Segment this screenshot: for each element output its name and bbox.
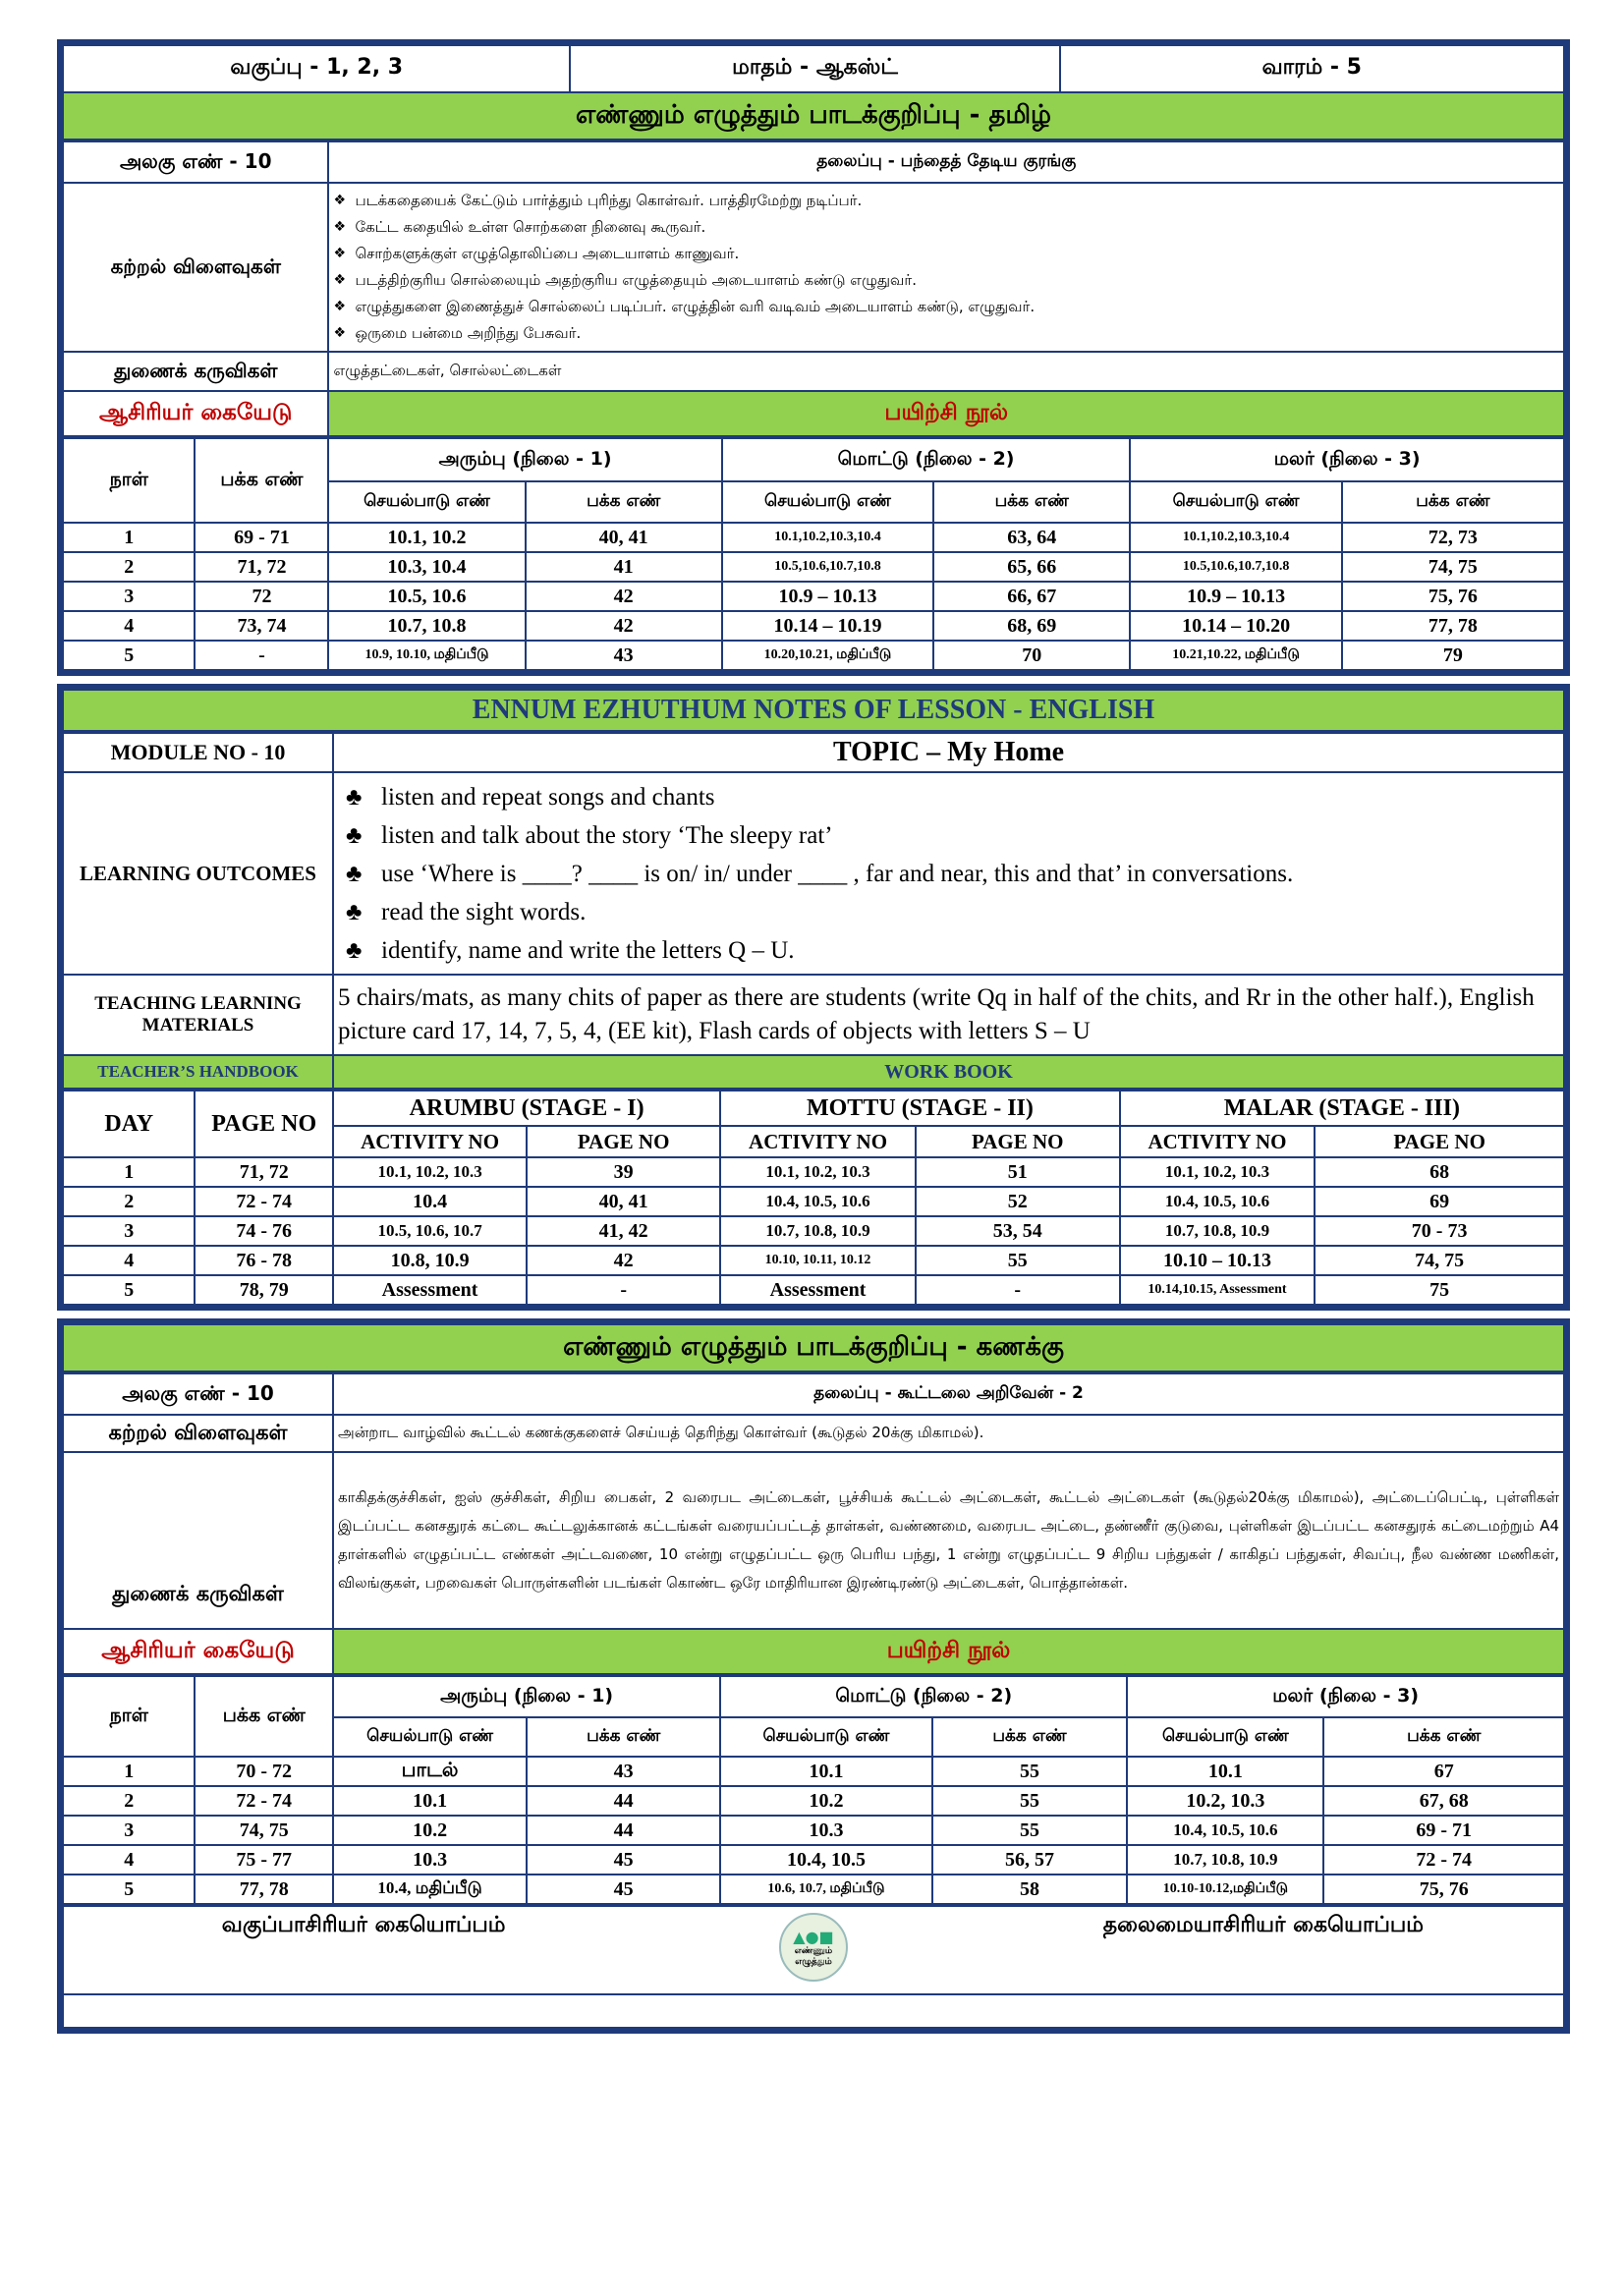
table-row [63,1246,1564,1275]
table-cell: 10.5, 10.6 [328,582,525,611]
table-cell: 10.14 – 10.19 [722,611,933,641]
table-cell: 10.1, 10.2 [328,523,525,552]
english-section [57,684,1570,1311]
table-cell: 3 [63,582,195,611]
table-cell: 72 [195,582,328,611]
table-cell: 10.7, 10.8, 10.9 [720,1216,916,1246]
table-cell: 10.7, 10.8, 10.9 [1120,1216,1316,1246]
table-cell: 1 [63,523,195,552]
outcome-item: ❖ ஒருமை பன்மை அறிந்து பேசுவர். [333,320,1559,347]
table-cell: 67, 68 [1323,1786,1564,1816]
table-cell: 55 [932,1786,1128,1816]
outcome-item: ❖ படக்கதையைக் கேட்டும் பார்த்தும் புரிந்து கொள்வர். பாத்திரமேற்று நடிப்பர். [333,188,1559,214]
table-cell: 10.2, 10.3 [1127,1786,1323,1816]
materials: 5 chairs/mats, as many chits of paper as there are students (write Qq in half of the chits, and Rr in the other half.), English picture card 17, 14, 7, 5, 4, (EE kit), Flash cards of objects with letters S – U [333,975,1564,1055]
page-no-header: பக்க எண் [932,1717,1128,1757]
page-no-header: பக்க எண் [527,1717,720,1757]
table-cell: பாடல் [333,1757,527,1786]
table-cell: 44 [527,1816,720,1845]
table-cell: 52 [916,1187,1120,1216]
table-cell: 10.4, 10.5, 10.6 [1120,1187,1316,1216]
workbook-label: WORK BOOK [333,1055,1564,1089]
table-cell: 75 [1315,1275,1564,1305]
tamil-section [57,39,1570,676]
table-cell: - [527,1275,720,1305]
topic: TOPIC – My Home [333,733,1564,772]
table-cell: 1 [63,1157,195,1187]
table-cell: 45 [527,1845,720,1875]
table-row [63,552,1564,582]
table-cell: 10.1, 10.2, 10.3 [720,1157,916,1187]
class-label: வகுப்பு - 1, 2, 3 [63,45,570,92]
stage1-label: அரும்பு (நிலை - 1) [328,438,721,481]
page-label: பக்க எண் [195,438,328,523]
table-cell: 10.4, மதிப்பீடு [333,1875,527,1904]
activity-no-header: செயல்பாடு எண் [333,1717,527,1757]
table-cell: 72 - 74 [195,1786,333,1816]
table-cell: 72 - 74 [1323,1845,1564,1875]
table-cell: 77, 78 [1342,611,1564,641]
table-cell: 10.1, 10.2, 10.3 [333,1157,527,1187]
outcomes-text: அன்றாட வாழ்வில் கூட்டல் கணக்குகளைச் செய்யத் தெரிந்து கொள்வர் (கூடுதல் 20க்கு மிகாமல்). [333,1415,1564,1452]
table-cell: 10.1 [1127,1757,1323,1786]
table-cell: 69 - 71 [1323,1816,1564,1845]
table-cell: 40, 41 [526,523,722,552]
day-label: DAY [63,1091,195,1157]
page-no-header: பக்க எண் [1342,481,1564,523]
activity-no-header: செயல்பாடு எண் [1130,481,1341,523]
table-cell: 10.4, 10.5 [720,1845,931,1875]
table-cell: 70 [933,641,1130,670]
table-cell: 5 [63,641,195,670]
table-cell: 55 [932,1757,1128,1786]
footer-blank-row [63,1994,1564,2028]
table-cell: 75, 76 [1342,582,1564,611]
table-row [63,1216,1564,1246]
table-cell: 73, 74 [195,611,328,641]
table-row [63,1786,1564,1816]
table-cell: 55 [916,1246,1120,1275]
table-cell: 10.7, 10.8, 10.9 [1127,1845,1323,1875]
table-cell: 1 [63,1757,195,1786]
table-row [63,1757,1564,1786]
activity-no-header: ACTIVITY NO [720,1126,916,1157]
table-cell: 78, 79 [195,1275,333,1305]
table-cell: 43 [527,1757,720,1786]
outcome-item: ♣ read the sight words. [338,893,1559,931]
table-cell: 2 [63,1786,195,1816]
materials: காகிதக்குச்சிகள், ஐஸ் குச்சிகள், சிறிய பைகள், 2 வரைபட அட்டைகள், பூச்சியக் கூட்டல் அட்டைகள், கூட்டல் அட்டைகள் (கூடுதல்20க்கு மிகாமல்), அட்டைப்பெட்டி, புள்ளிகள் இடப்பட்ட கனசதுரக் கட்டை கூட்டலுக்கானக் கட்டங்கள் வரையப்பட்டத் தாள்கள், வண்ணமை, வரைபட அட்டை, தண்ணீர் குடுவை, புள்ளிகள் இடப்பட்ட கனசதுரக் கட்டைமற்றும் A4 தாள்களில் எழுதப்பட்ட எண்கள் அட்டவணை, 10 என்று எழுதப்பட்ட ஒரு பெரிய பந்து, 1 என்று எழுதப்பட்ட 9 சிறிய பந்துகள் / காகிதப் பந்துகள், சிவப்பு, நீல வண்ண மணிகள், விலங்குகள், பறவைகள் பொருள்களின் படங்கள் கொண்ட ஒரே மாதிரியான இரண்டிரண்டு அட்டைகள், பொத்தான்கள். [333,1452,1564,1629]
outcomes-cell [333,772,1564,975]
table-cell: 66, 67 [933,582,1130,611]
day-label: நாள் [63,438,195,523]
table-cell: 10.6, 10.7, மதிப்பீடு [720,1875,931,1904]
day-label: நாள் [63,1676,195,1757]
outcome-item: ❖ கேட்ட கதையில் உள்ள சொற்களை நினைவு கூருவர். [333,214,1559,241]
module-label: அலகு எண் - 10 [63,1373,333,1415]
table-cell: 58 [932,1875,1128,1904]
table-cell: 72 - 74 [195,1187,333,1216]
table-cell: 68 [1315,1157,1564,1187]
table-cell: 42 [526,582,722,611]
table-cell: 75, 76 [1323,1875,1564,1904]
table-cell: 10.4, 10.5, 10.6 [720,1187,916,1216]
handbook-label: TEACHER’S HANDBOOK [63,1055,333,1089]
table-cell: 10.4 [333,1187,527,1216]
stage1-label: ARUMBU (STAGE - I) [333,1091,720,1126]
logo-icon: ▲●■ [793,1927,834,1946]
table-cell: 10.14,10.15, Assessment [1120,1275,1316,1305]
module-label: MODULE NO - 10 [63,733,333,772]
table-cell: 74, 75 [195,1816,333,1845]
outcomes-list [333,188,1559,347]
table-cell: 71, 72 [195,1157,333,1187]
table-cell: 68, 69 [933,611,1130,641]
week-label: வாரம் - 5 [1060,45,1564,92]
table-cell: 3 [63,1216,195,1246]
table-cell: 53, 54 [916,1216,1120,1246]
table-cell: 10.1,10.2,10.3,10.4 [1130,523,1341,552]
stage3-label: மலர் (நிலை - 3) [1130,438,1564,481]
outcome-item: ❖ படத்திற்குரிய சொல்லையும் அதற்குரிய எழுத்தையும் அடையாளம் கண்டு எழுதுவர். [333,267,1559,294]
stage2-label: மொட்டு (நிலை - 2) [720,1676,1127,1717]
materials-label: துணைக் கருவிகள் [63,352,328,391]
table-cell: 2 [63,1187,195,1216]
table-row [63,641,1564,670]
activity-no-header: செயல்பாடு எண் [328,481,525,523]
table-cell: 75 - 77 [195,1845,333,1875]
table-cell: 10.1 [720,1757,931,1786]
table-cell: 42 [526,611,722,641]
table-cell: 41, 42 [527,1216,720,1246]
outcome-item: ♣ identify, name and write the letters Q – U. [338,931,1559,970]
table-cell: Assessment [720,1275,916,1305]
stage1-label: அரும்பு (நிலை - 1) [333,1676,720,1717]
table-row [63,1157,1564,1187]
table-cell: 42 [527,1246,720,1275]
outcome-item: ♣ listen and talk about the story ‘The sleepy rat’ [338,816,1559,855]
table-cell: 65, 66 [933,552,1130,582]
outcome-item: ♣ listen and repeat songs and chants [338,778,1559,816]
outcome-item: ❖ எழுத்துகளை இணைத்துச் சொல்லைப் படிப்பர். எழுத்தின் வரி வடிவம் அடையாளம் கண்டு, எழுதுவர். [333,294,1559,320]
outcome-item: ❖ சொற்களுக்குள் எழுத்தொலிப்பை அடையாளம் காணுவர். [333,241,1559,267]
outcomes-cell [328,183,1564,352]
page-no-header: PAGE NO [1315,1126,1564,1157]
table-cell: 40, 41 [527,1187,720,1216]
table-cell: 2 [63,552,195,582]
table-cell: 79 [1342,641,1564,670]
workbook-label: பயிற்சி நூல் [328,391,1564,436]
table-cell: 10.3 [720,1816,931,1845]
outcomes-label: LEARNING OUTCOMES [63,772,333,975]
workbook-label: பயிற்சி நூல் [333,1629,1564,1674]
english-table-body [63,1157,1564,1305]
table-cell: 67 [1323,1757,1564,1786]
table-cell: 5 [63,1875,195,1904]
table-cell: 10.14 – 10.20 [1130,611,1341,641]
stage3-label: MALAR (STAGE - III) [1120,1091,1564,1126]
table-cell: 10.3, 10.4 [328,552,525,582]
page-label: PAGE NO [195,1091,333,1157]
table-cell: 3 [63,1816,195,1845]
table-cell: 10.5,10.6,10.7,10.8 [1130,552,1341,582]
activity-no-header: ACTIVITY NO [1120,1126,1316,1157]
lesson-plan-page [57,39,1570,2042]
logo-cell [663,1906,964,1994]
table-cell: 76 - 78 [195,1246,333,1275]
maths-section [57,1318,1570,2034]
table-cell: 70 - 72 [195,1757,333,1786]
table-cell: 10.5, 10.6, 10.7 [333,1216,527,1246]
materials-label: TEACHING LEARNING MATERIALS [63,975,333,1055]
tamil-band-title: எண்ணும் எழுத்தும் பாடக்குறிப்பு - தமிழ் [63,92,1564,140]
table-cell: 72, 73 [1342,523,1564,552]
table-row [63,582,1564,611]
month-label: மாதம் - ஆகஸ்ட் [570,45,1059,92]
table-cell: 74, 75 [1342,552,1564,582]
table-cell: - [195,641,328,670]
materials: எழுத்தட்டைகள், சொல்லட்டைகள் [328,352,1564,391]
maths-table-body [63,1757,1564,1904]
page-no-header: பக்க எண் [526,481,722,523]
class-teacher-signature: வகுப்பாசிரியர் கையொப்பம் [63,1906,663,1994]
table-cell: 4 [63,1845,195,1875]
logo-text: எண்ணும் எழுத்தும் [794,1945,833,1967]
handbook-label: ஆசிரியர் கையேடு [63,1629,333,1674]
outcomes-list [338,778,1559,970]
table-cell: 74, 75 [1315,1246,1564,1275]
page-no-header: PAGE NO [527,1126,720,1157]
table-cell: 69 - 71 [195,523,328,552]
outcomes-label: கற்றல் விளைவுகள் [63,1415,333,1452]
topic: தலைப்பு - கூட்டலை அறிவேன் - 2 [333,1373,1564,1415]
table-row [63,1187,1564,1216]
materials-label: துணைக் கருவிகள் [63,1452,333,1629]
table-cell: 10.4, 10.5, 10.6 [1127,1816,1323,1845]
page-no-header: பக்க எண் [933,481,1130,523]
table-cell: Assessment [333,1275,527,1305]
table-cell: 5 [63,1275,195,1305]
table-cell: 10.8, 10.9 [333,1246,527,1275]
table-cell: 63, 64 [933,523,1130,552]
table-cell: 39 [527,1157,720,1187]
table-cell: 41 [526,552,722,582]
stage3-label: மலர் (நிலை - 3) [1127,1676,1564,1717]
handbook-label: ஆசிரியர் கையேடு [63,391,328,436]
table-cell: 10.1, 10.2, 10.3 [1120,1157,1316,1187]
table-cell: 10.20,10.21, மதிப்பீடு [722,641,933,670]
module-label: அலகு எண் - 10 [63,141,328,183]
table-cell: 10.9 – 10.13 [722,582,933,611]
page-no-header: பக்க எண் [1323,1717,1564,1757]
table-row [63,1816,1564,1845]
headmaster-signature: தலைமையாசிரியர் கையொப்பம் [964,1906,1564,1994]
table-cell: 10.1,10.2,10.3,10.4 [722,523,933,552]
table-cell: 10.5,10.6,10.7,10.8 [722,552,933,582]
table-cell: 4 [63,611,195,641]
table-cell: 4 [63,1246,195,1275]
stage2-label: MOTTU (STAGE - II) [720,1091,1119,1126]
table-cell: 69 [1315,1187,1564,1216]
table-cell: 71, 72 [195,552,328,582]
page-label: பக்க எண் [195,1676,333,1757]
table-cell: 45 [527,1875,720,1904]
table-cell: 51 [916,1157,1120,1187]
table-row [63,1275,1564,1305]
table-cell: 10.1 [333,1786,527,1816]
table-cell: 77, 78 [195,1875,333,1904]
activity-no-header: ACTIVITY NO [333,1126,527,1157]
table-cell: 10.10-10.12,மதிப்பீடு [1127,1875,1323,1904]
table-row [63,611,1564,641]
table-cell: 10.7, 10.8 [328,611,525,641]
english-band-title: ENNUM EZHUTHUM NOTES OF LESSON - ENGLISH [63,690,1564,731]
table-cell: 56, 57 [932,1845,1128,1875]
table-cell: 70 - 73 [1315,1216,1564,1246]
table-cell: 10.10, 10.11, 10.12 [720,1246,916,1275]
table-row [63,523,1564,552]
table-cell: 44 [527,1786,720,1816]
table-cell: 74 - 76 [195,1216,333,1246]
table-cell: 10.9 – 10.13 [1130,582,1341,611]
table-cell: 55 [932,1816,1128,1845]
maths-band-title: எண்ணும் எழுத்தும் பாடக்குறிப்பு - கணக்கு [63,1324,1564,1371]
stage2-label: மொட்டு (நிலை - 2) [722,438,1131,481]
activity-no-header: செயல்பாடு எண் [720,1717,931,1757]
topic: தலைப்பு - பந்தைத் தேடிய குரங்கு [328,141,1564,183]
table-cell: 10.2 [333,1816,527,1845]
outcomes-label: கற்றல் விளைவுகள் [63,183,328,352]
activity-no-header: செயல்பாடு எண் [722,481,933,523]
table-cell: 10.3 [333,1845,527,1875]
ennum-ezhuthum-logo [779,1913,848,1982]
activity-no-header: செயல்பாடு எண் [1127,1717,1323,1757]
tamil-table-body [63,523,1564,670]
outcome-item: ♣ use ‘Where is ____? ____ is on/ in/ under ____ , far and near, this and that’ in conversations. [338,855,1559,893]
table-cell: 10.9, 10.10, மதிப்பீடு [328,641,525,670]
table-cell: 43 [526,641,722,670]
table-cell: 10.2 [720,1786,931,1816]
table-cell: 10.21,10.22, மதிப்பீடு [1130,641,1341,670]
page-no-header: PAGE NO [916,1126,1120,1157]
table-row [63,1875,1564,1904]
table-cell: - [916,1275,1120,1305]
table-row [63,1845,1564,1875]
table-cell: 10.10 – 10.13 [1120,1246,1316,1275]
